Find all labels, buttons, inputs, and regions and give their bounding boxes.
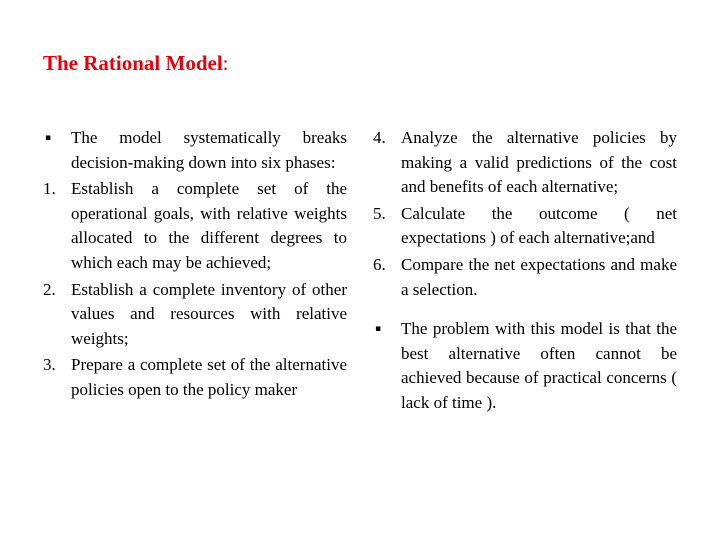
list-item-text: Establish a complete set of the operational goals, with relative weights allocated to the different degrees to which each may be achieved; xyxy=(71,179,347,272)
list-item-number: 6. xyxy=(373,254,386,274)
list-item-phase-2 xyxy=(43,278,347,352)
list-item-number: 2. xyxy=(43,279,56,299)
list-item-text: Analyze the alternative policies by making a valid predictions of the cost and benefits of each alternative; xyxy=(401,128,677,197)
square-bullet-icon: ▪ xyxy=(375,324,382,335)
list-item-phase-4 xyxy=(373,126,677,200)
list-item-number: 4. xyxy=(373,128,386,147)
list-item-intro xyxy=(43,126,347,175)
left-column xyxy=(43,126,347,403)
slide-title-colon: : xyxy=(222,51,229,75)
list-item-text: The model systematically breaks decision-making down into six phases: xyxy=(71,128,347,172)
list-item-text: Compare the net expectations and make a selection. xyxy=(401,254,677,299)
list-item-phase-5 xyxy=(373,202,677,251)
list-item-text: The problem with this model is that the best alternative often cannot be achieved because of practical concerns ( lack of time ). xyxy=(401,319,677,412)
list-item-text: Calculate the outcome ( net expectations ) of each alternative;and xyxy=(401,203,677,248)
right-column xyxy=(373,126,677,416)
list-item-phase-3 xyxy=(43,353,347,402)
list-item-number: 3. xyxy=(43,355,56,375)
list-item-problem xyxy=(373,317,677,415)
list-item-phase-6 xyxy=(373,253,677,302)
square-bullet-icon: ▪ xyxy=(45,133,52,143)
list-item-number: 1. xyxy=(43,179,56,199)
list-item-number: 5. xyxy=(373,203,386,223)
list-item-phase-1 xyxy=(43,177,347,275)
list-item-text: Prepare a complete set of the alternative policies open to the policy maker xyxy=(71,355,347,399)
slide-title-text: The Rational Model xyxy=(43,51,223,75)
slide-title xyxy=(43,50,229,76)
list-item-text: Establish a complete inventory of other values and resources with relative weights; xyxy=(71,279,347,348)
